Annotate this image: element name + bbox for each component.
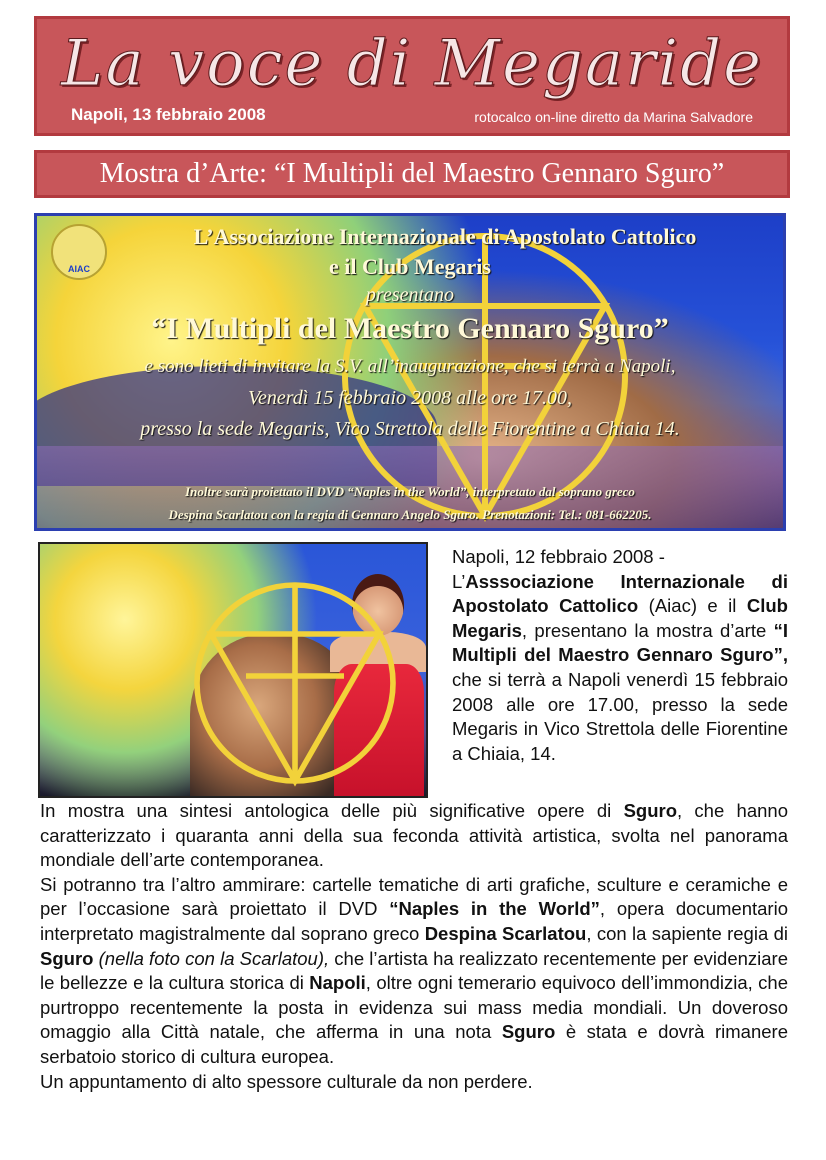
body-text: , opera documentario interpretato magistralmente dal soprano greco (40, 898, 788, 944)
intro-bold-exhibition: “I Multipli del Maestro Gennaro Sguro”, (452, 619, 788, 666)
newspaper-logo: La voce di Megaride (61, 27, 763, 101)
intro-bold-club: Club Megaris (452, 595, 788, 641)
body-photo-caption: (nella foto con la Scarlatou), (98, 947, 330, 969)
article-intro-paragraph (452, 570, 788, 767)
article-headline: Mostra d’Arte: “I Multipli del Maestro Gennaro Sguro” (34, 150, 790, 198)
invitation-line-3: presentano (365, 284, 455, 306)
body-bold-dvd-title: “Naples in the World” (389, 898, 600, 920)
intro-text: che si terrà a Napoli venerdì 15 febbraio 2008 alle ore 17.00, presso la sede Megaris in Vico Strettola delle Fiorentine a Chiaia, 14. (452, 668, 788, 764)
article-closing-line: Un appuntamento di alto spessore culturale da non perdere. (40, 1070, 533, 1092)
issue-date: Napoli, 13 febbraio 2008 (71, 105, 266, 124)
body-text: , con la sapiente regia di (586, 922, 788, 944)
body-text: , che hanno caratterizzato i quaranta anni della sua feconda attività artistica, svolta nel panorama mondiale dell’arte contemporanea. (40, 800, 788, 871)
masthead-tagline: rotocalco on-line diretto da Marina Salvadore (474, 109, 753, 125)
intro-text: L’ (452, 570, 466, 592)
invitation-line-6: Venerdì 15 febbraio 2008 alle ore 17.00, (247, 387, 573, 409)
body-text: che l’artista ha realizzato recentemente per evidenziare le bellezze e la cultura storica di (40, 947, 788, 994)
intro-text: , presentano la mostra d’arte (521, 619, 774, 641)
body-bold-name: Sguro (40, 947, 94, 969)
body-text: è stata e dovrà rimanere serbatoio storico di cultura europea. (40, 1021, 788, 1067)
masthead (34, 16, 790, 136)
body-text: Si potranno tra l’altro ammirare: cartelle tematiche di arti grafiche, sculture e ceramiche e per l’occasione sarà proiettato il DVD (40, 873, 788, 920)
body-bold-soprano: Despina Scarlatou (424, 922, 587, 944)
article-paragraph-2 (40, 873, 788, 1070)
invitation-line-2: e il Club Megaris (329, 254, 491, 279)
invitation-line-7: presso la sede Megaris, Vico Strettola delle Fiorentine a Chiaia 14. (140, 418, 680, 440)
invitation-title: “I Multipli del Maestro Gennaro Sguro” (151, 312, 669, 345)
photo-symbol-icon (190, 578, 400, 788)
invitation-line-1: L’Associazione Internazionale di Apostolato Cattolico (193, 224, 697, 249)
invitation-line-5: e sono lieti di invitare la S.V. all’inaugurazione, che si terrà a Napoli, (144, 356, 676, 377)
invitation-line-9: Despina Scarlatou con la regia di Gennaro Angelo Sguro. Prenotazioni: Tel.: 081-662205. (168, 507, 652, 522)
article-dateline: Napoli, 12 febbraio 2008 - (452, 546, 665, 567)
article-body (40, 799, 788, 1094)
invitation-line-8: Inoltre sarà proiettato il DVD “Naples in the World”, interpretato dal soprano greco (185, 484, 635, 499)
article-photo (38, 542, 428, 798)
body-text: In mostra una sintesi antologica delle più significative opere di (40, 800, 624, 821)
intro-bold-association: Asssociazione Internazionale di Apostolato Cattolico (452, 570, 788, 617)
seal-label: AIAC (68, 264, 90, 274)
invitation-banner (34, 213, 786, 531)
body-bold-name: Sguro (623, 800, 678, 821)
intro-text: (Aiac) e il (638, 595, 747, 617)
article-paragraph-1 (40, 799, 788, 873)
body-bold-city: Napoli (309, 972, 366, 994)
article-intro-column (452, 545, 788, 766)
body-bold-name: Sguro (501, 1021, 556, 1043)
body-text: , oltre ogni temerario equivoco dell’immondizia, che purtroppo recentemente la posta in evidenza sui mass media mondiali. Un doveroso omaggio alla Città natale, che afferma in una nota (40, 972, 788, 1043)
